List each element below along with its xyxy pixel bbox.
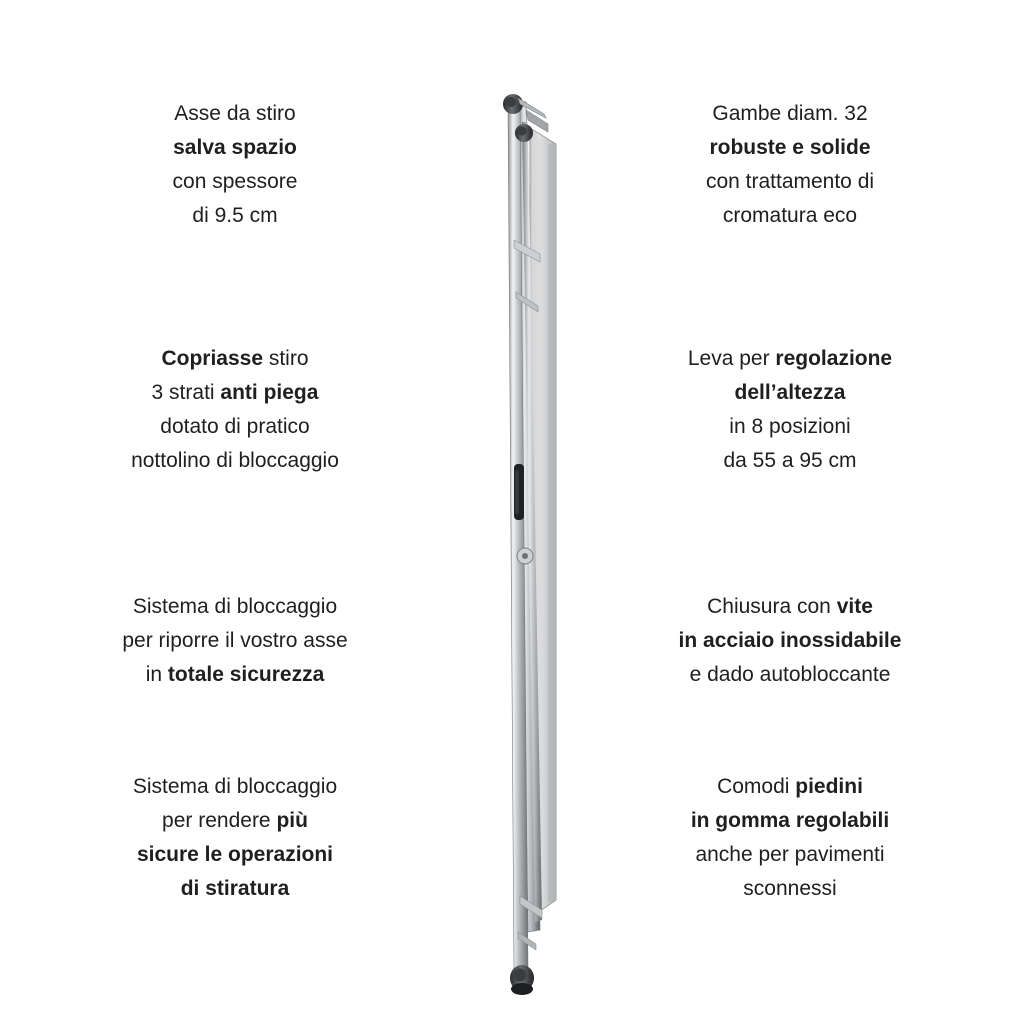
- callout-emphasis: salva spazio: [173, 136, 297, 159]
- callout-line: [85, 410, 385, 444]
- callout-emphasis: piedini: [795, 775, 863, 798]
- callout-emphasis: vite: [836, 595, 873, 618]
- callout-emphasis: più: [276, 809, 308, 832]
- callout-emphasis: totale sicurezza: [167, 663, 325, 686]
- callout-text: in 8 posizioni: [729, 415, 851, 438]
- callout-text: da 55 a 95 cm: [723, 449, 857, 472]
- callout-line: [640, 165, 940, 199]
- callout-text: Chiusura con: [707, 595, 837, 618]
- callout-text: nottolino di bloccaggio: [131, 449, 339, 472]
- callout-leva-regolazione-altezza: [640, 342, 940, 478]
- callout-emphasis: dell’altezza: [734, 381, 846, 404]
- callout-text: 3 strati: [151, 381, 221, 404]
- callout-text: anche per pavimenti: [695, 843, 885, 866]
- callout-text: Sistema di bloccaggio: [132, 775, 338, 798]
- callout-asse-da-stiro: [85, 97, 385, 233]
- callout-sistema-bloccaggio-riporre: [85, 590, 385, 692]
- callout-line: [85, 131, 385, 165]
- callout-line: [85, 872, 385, 906]
- callout-line: [85, 658, 385, 692]
- callout-line: [85, 199, 385, 233]
- callout-emphasis: Copriasse: [161, 347, 264, 370]
- callout-line: [85, 838, 385, 872]
- callout-piedini: [640, 770, 940, 906]
- callout-line: [640, 444, 940, 478]
- callout-text: cromatura eco: [722, 204, 858, 227]
- closure-screw: [517, 548, 533, 564]
- callout-line: [85, 165, 385, 199]
- callout-line: [85, 97, 385, 131]
- rubber-foot: [510, 965, 534, 995]
- callout-line: [85, 770, 385, 804]
- callout-text: sconnessi: [743, 877, 837, 900]
- callout-text: Leva per: [687, 347, 776, 370]
- callout-emphasis: in gomma regolabili: [690, 809, 890, 832]
- callout-line: [640, 410, 940, 444]
- callout-emphasis: regolazione: [775, 347, 893, 370]
- callout-line: [640, 131, 940, 165]
- callout-line: [640, 376, 940, 410]
- callout-line: [640, 624, 940, 658]
- callout-gambe: [640, 97, 940, 233]
- callout-text: e dado autobloccante: [689, 663, 891, 686]
- callout-line: [640, 199, 940, 233]
- callout-text: con trattamento di: [705, 170, 875, 193]
- callout-line: [85, 804, 385, 838]
- callout-line: [85, 342, 385, 376]
- callout-line: [640, 804, 940, 838]
- callout-text: stiro: [263, 347, 309, 370]
- callout-sistema-bloccaggio-stiratura: [85, 770, 385, 906]
- callout-text: per rendere: [162, 809, 277, 832]
- callout-line: [640, 872, 940, 906]
- callout-text: con spessore: [172, 170, 298, 193]
- callout-emphasis: sicure le operazioni: [136, 843, 334, 866]
- callout-line: [640, 342, 940, 376]
- callout-line: [640, 590, 940, 624]
- callout-text: Gambe diam. 32: [712, 102, 868, 125]
- callout-text: di 9.5 cm: [192, 204, 278, 227]
- callout-text: Comodi: [717, 775, 796, 798]
- callout-line: [640, 97, 940, 131]
- callout-emphasis: di stiratura: [180, 877, 290, 900]
- ironing-board-image: [470, 40, 600, 1000]
- callout-line: [85, 624, 385, 658]
- callout-text: Sistema di bloccaggio: [132, 595, 338, 618]
- callout-emphasis: anti piega: [220, 381, 319, 404]
- callout-text: dotato di pratico: [160, 415, 310, 438]
- callout-emphasis: in acciaio inossidabile: [678, 629, 902, 652]
- callout-text: in: [145, 663, 168, 686]
- callout-line: [640, 770, 940, 804]
- callout-line: [640, 838, 940, 872]
- callout-text: per riporre il vostro asse: [122, 629, 348, 652]
- callout-line: [85, 376, 385, 410]
- callout-line: [85, 590, 385, 624]
- callout-text: Asse da stiro: [174, 102, 296, 125]
- callout-emphasis: robuste e solide: [709, 136, 871, 159]
- height-adjust-lever: [514, 464, 524, 520]
- callout-chiusura-vite: [640, 590, 940, 692]
- callout-line: [85, 444, 385, 478]
- callout-copriasse: [85, 342, 385, 478]
- callout-line: [640, 658, 940, 692]
